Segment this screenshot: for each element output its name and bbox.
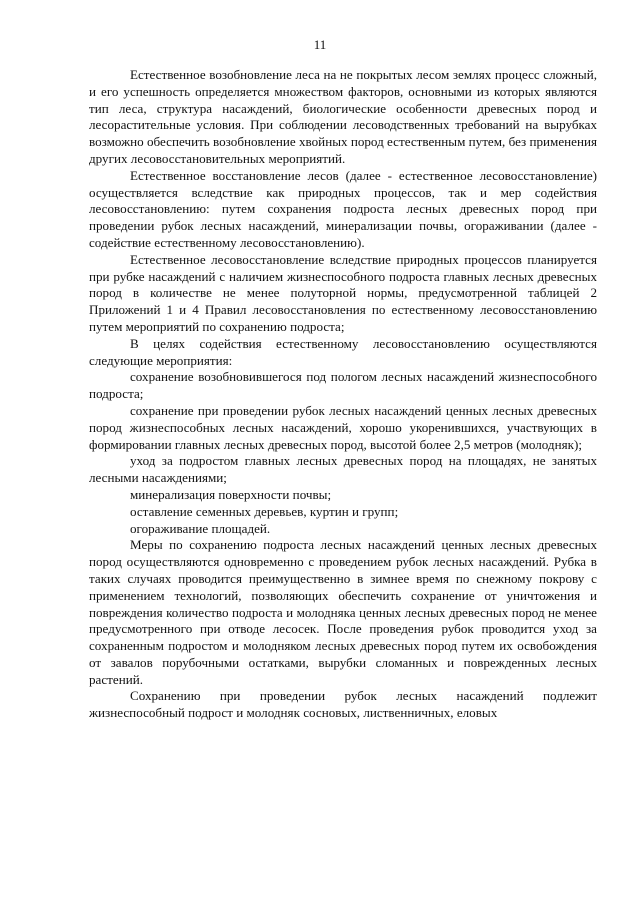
paragraph: В целях содействия естественному лесовосстановлению осуществляются следующие мероприятия: (89, 335, 597, 368)
list-item: оставление семенных деревьев, куртин и групп; (130, 503, 399, 519)
paragraph: Сохранению при проведении рубок лесных насаждений подлежит жизнеспособный подрост и молодняк сосновых, лиственничных, еловых (89, 688, 597, 721)
list-item: сохранение при проведении рубок лесных насаждений ценных лесных древесных пород жизнеспособных лесных насаждений, хорошо укоренившихся, участвующих в формировании главных лесных древесных пород, высотой более 2,5 метров (молодняк); (89, 402, 597, 452)
paragraph: Естественное лесовосстановление вследствие природных процессов планируется при рубке насаждений с наличием жизнеспособного подроста главных лесных древесных пород в количестве не менее полуторной нормы, предусмотренной таблицей 2 Приложений 1 и 4 Правил лесовосстановления по естественному лесовосстановлению путем мероприятий по сохранению подроста; (89, 251, 597, 334)
page-number: 11 (313, 37, 327, 52)
list-item: сохранение возобновившегося под пологом лесных насаждений жизнеспособного подроста; (89, 369, 597, 402)
list-item: огораживание площадей. (130, 520, 271, 536)
list-item: минерализация поверхности почвы; (130, 486, 332, 502)
paragraph: Меры по сохранению подроста лесных насаждений ценных лесных древесных пород осуществляются одновременно с проведением рубок лесных насаждений. Рубка в таких случаях проводится преимущественно в зимнее время по снежному покрову с применением технологий, позволяющих обеспечить сохранение от уничтожения и повреждения количество подроста и молодняка ценных лесных древесных пород не менее предусмотренного при отводе лесосек. После проведения рубок проводится уход за сохраненным подростом и молодняком лесных древесных пород путем их освобождения от завалов порубочными остатками, вырубки сломанных и поврежденных лесных растений. (89, 537, 597, 687)
document-body (89, 67, 597, 722)
list-item: уход за подростом главных лесных древесных пород на площадях, не занятых лесными насаждениями; (89, 453, 597, 486)
paragraph: Естественное возобновление леса на не покрытых лесом землях процесс сложный, и его успешность определяется множеством факторов, основными из которых являются тип леса, структура насаждений, биологические особенности древесных пород и лесорастительные условия. При соблюдении лесоводственных требований на вырубках возможно обеспечить возобновление хвойных пород естественным путем, без применения других лесовосстановительных мероприятий. (89, 67, 597, 166)
paragraph: Естественное восстановление лесов (далее - естественное лесовосстановление) осуществляется вследствие как природных процессов, так и мер содействия лесовосстановлению: путем сохранения подроста лесных древесных пород при проведении рубок лесных насаждений, минерализации почвы, огораживании (далее - содействие естественному лесовосстановлению). (89, 167, 597, 250)
